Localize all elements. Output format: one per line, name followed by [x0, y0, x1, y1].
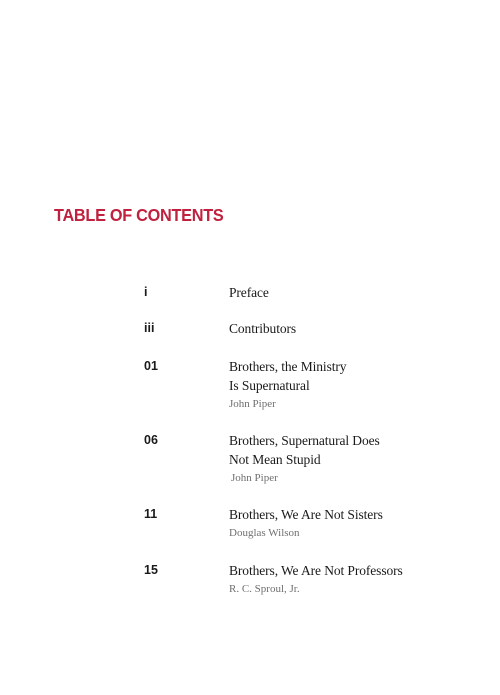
- toc-entry-author: R. C. Sproul, Jr.: [229, 583, 300, 595]
- toc-entry-title-line: Is Supernatural: [229, 378, 310, 393]
- toc-entry-title-line: Preface: [229, 285, 269, 300]
- toc-page-number: 15: [144, 563, 158, 577]
- toc-entry-author: John Piper: [229, 398, 276, 410]
- toc-page-number: 06: [144, 433, 158, 447]
- toc-entry-body: [229, 319, 469, 338]
- toc-page-number: 11: [144, 507, 158, 521]
- toc-entry-title-line: Brothers, the Ministry: [229, 359, 347, 374]
- toc-page-number: i: [144, 285, 148, 299]
- toc-entry-title-line: Brothers, We Are Not Sisters: [229, 507, 383, 522]
- toc-entry-body: [229, 283, 469, 302]
- toc-entry-body: [229, 431, 469, 486]
- toc-entry-body: [229, 505, 469, 541]
- toc-entry-author: Douglas Wilson: [229, 527, 300, 539]
- toc-entry-title-line: Not Mean Stupid: [229, 452, 321, 467]
- toc-entry-body: [229, 357, 469, 412]
- toc-entry-author: John Piper: [231, 472, 278, 484]
- toc-entry-title-line: Brothers, Supernatural Does: [229, 433, 380, 448]
- toc-entry-title-line: Brothers, We Are Not Professors: [229, 563, 403, 578]
- toc-entry-body: [229, 561, 469, 597]
- toc-page-number: 01: [144, 359, 158, 373]
- toc-entry-title-line: Contributors: [229, 321, 297, 336]
- toc-heading: TABLE OF CONTENTS: [54, 205, 224, 225]
- toc-page-number: iii: [144, 321, 155, 335]
